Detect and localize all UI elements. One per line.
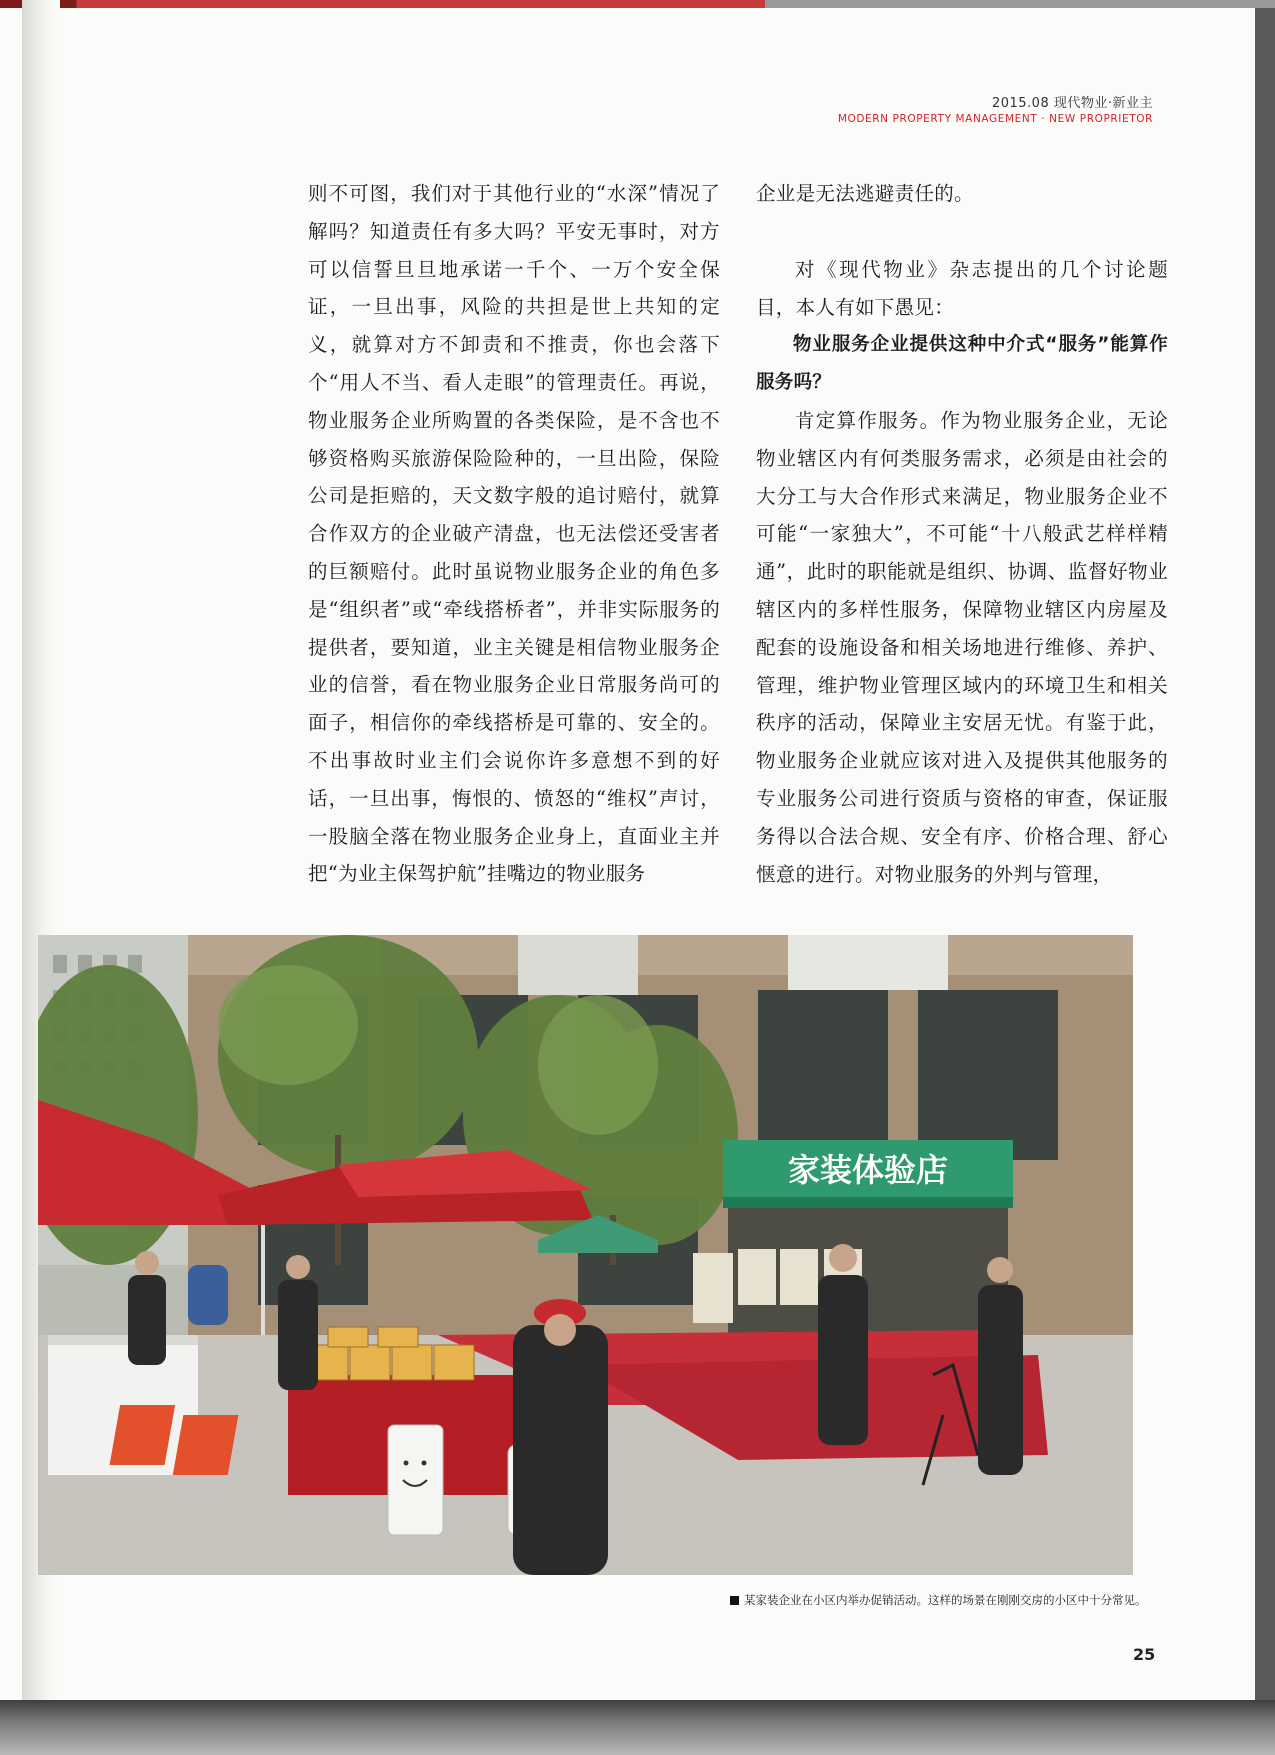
caption-square-icon: [730, 1596, 739, 1605]
page-number: 25: [1133, 1645, 1156, 1664]
photo-caption: [730, 1592, 1147, 1608]
running-header: [838, 92, 1153, 125]
scanner-edge-band: [0, 1700, 1275, 1755]
right-text-column: [756, 175, 1168, 893]
caption-text: 某家装企业在小区内举办促销活动。这样的场景在刚刚交房的小区中十分常见。: [744, 1593, 1147, 1607]
intro-paragraph: 对《现代物业》杂志提出的几个讨论题目，本人有如下愚见：: [756, 257, 1168, 319]
left-paragraph: 则不可图，我们对于其他行业的“水深”情况了解吗？知道责任有多大吗？平安无事时，对方可以信誓旦旦地承诺一千个、一万个安全保证，一旦出事，风险的共担是世上共知的定义，就算对方不卸责和不推责，你也会落下个“用人不当、看人走眼”的管理责任。再说，物业服务企业所购置的各类保险，是不含也不够资格购买旅游保险险种的，一旦出险，保险公司是拒赔的，天文数字般的追讨赔付，就算合作双方的企业破产清盘，也无法偿还受害者的巨额赔付。此时虽说物业服务企业的角色多是“组织者”或“牵线搭桥者”，并非实际服务的提供者，要知道，业主关键是相信物业服务企业的信誉，看在物业服务企业日常服务尚可的面子，相信你的牵线搭桥是可靠的、安全的。不出事故时业主们会说你许多意想不到的好话，一旦出事，悔恨的、愤怒的“维权”声讨，一股脑全落在物业服务企业身上，直面业主并把“为业主保驾护航”挂嘴边的物业服务: [308, 182, 720, 886]
shop-sign-text: 家装体验店: [787, 1151, 949, 1189]
event-photo: [38, 935, 1158, 1575]
left-text-column: [308, 175, 720, 893]
question-heading: 物业服务企业提供这种中介式“服务”能算作服务吗？: [756, 334, 1168, 394]
top-color-strip: [0, 0, 1275, 8]
continuation-text: 企业是无法逃避责任的。: [756, 182, 974, 205]
issue-label: 2015.08 现代物业·新业主: [991, 96, 1153, 111]
magazine-english-title: MODERN PROPERTY MANAGEMENT · NEW PROPRIETOR: [837, 113, 1153, 125]
answer-paragraph: 肯定算作服务。作为物业服务企业，无论物业辖区内有何类服务需求，必须是由社会的大分工与大合作形式来满足，物业服务企业不可能“一家独大”，不可能“十八般武艺样样精通”，此时的职能就是组织、协调、监督好物业辖区内的多样性服务，保障物业辖区内房屋及配套的设施设备和相关场地进行维修、养护、管理，维护物业管理区域内的环境卫生和相关秩序的活动，保障业主安居无忧。有鉴于此，物业服务企业就应该对进入及提供其他服务的专业服务公司进行资质与资格的审查，保证服务得以合法合规、安全有序、价格合理、舒心惬意的进行。对物业服务的外判与管理，: [756, 408, 1168, 886]
